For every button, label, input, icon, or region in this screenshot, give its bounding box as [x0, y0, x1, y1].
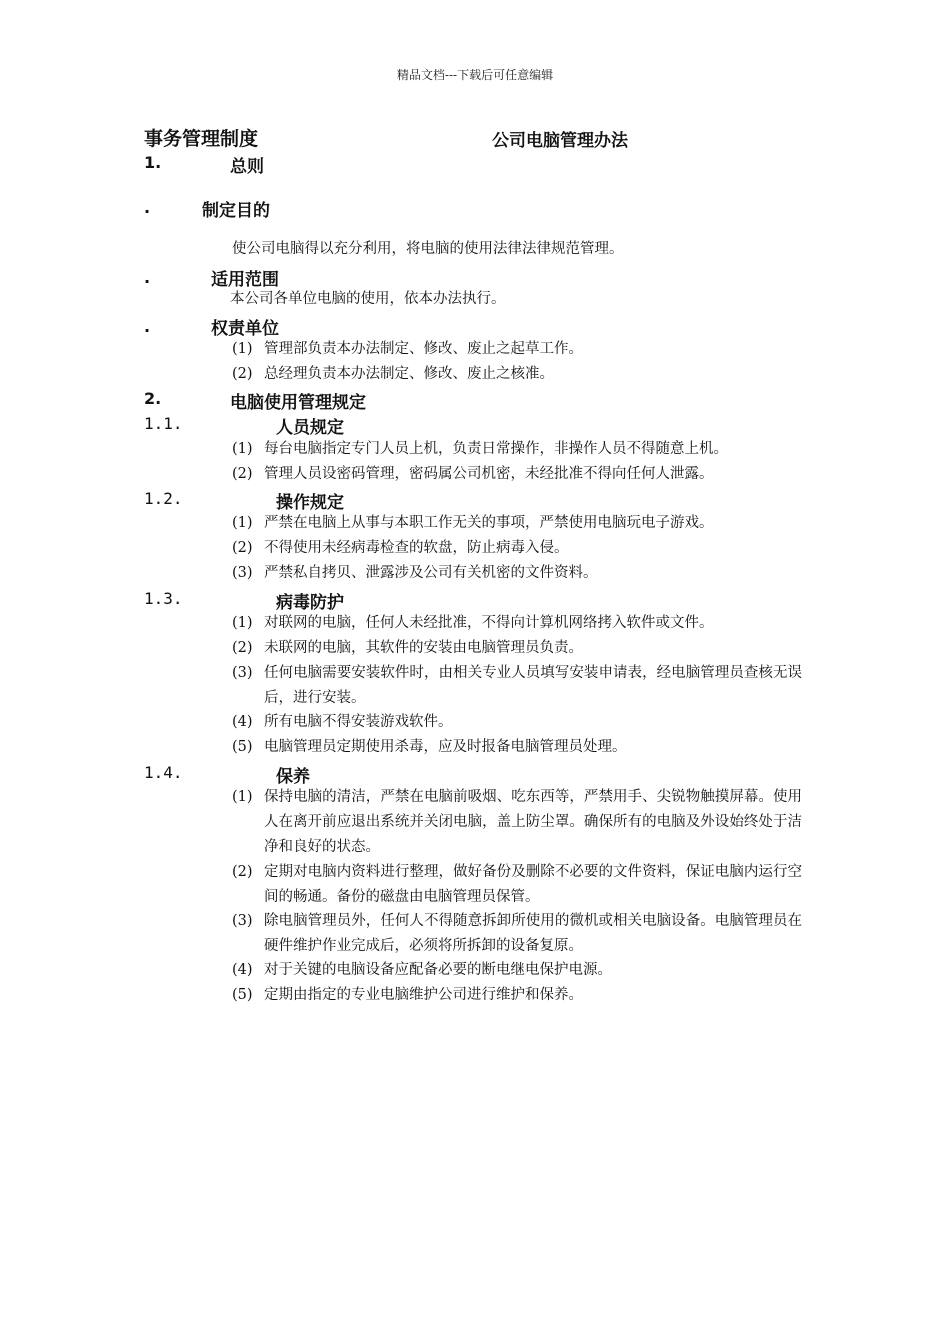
document-title: 公司电脑管理办法 [492, 131, 628, 151]
list-item-text: 严禁私自拷贝、泄露涉及公司有关机密的文件资料。 [264, 565, 598, 581]
list-item-text: 严禁在电脑上从事与本职工作无关的事项，严禁使用电脑玩电子游戏。 [264, 515, 714, 531]
list-item [232, 909, 802, 959]
list-item-text: 管理部负责本办法制定、修改、废止之起草工作。 [264, 341, 583, 357]
list-item [232, 561, 802, 586]
document-category-title: 事务管理制度 [144, 128, 259, 150]
list-item [232, 785, 802, 860]
list-marker: (1) [232, 789, 253, 805]
subsection-number: . [144, 317, 151, 336]
list-item-text: 定期对电脑内资料进行整理，做好备份及删除不必要的文件资料，保证电脑内运行空间的畅通。备份的磁盘由电脑管理员保管。 [264, 864, 802, 905]
list-item-text: 每台电脑指定专门人员上机，负责日常操作，非操作人员不得随意上机。 [264, 441, 728, 457]
list-item [232, 362, 802, 387]
list-item [232, 661, 802, 711]
section-heading: 电脑使用管理规定 [230, 393, 366, 413]
subsection-heading: 权责单位 [211, 319, 279, 339]
list-marker: (1) [232, 515, 253, 531]
list-item [232, 958, 802, 983]
list-item [232, 710, 802, 735]
list-item [232, 611, 802, 636]
subsection-heading: 操作规定 [276, 493, 344, 513]
subsection-heading: 制定目的 [202, 201, 270, 221]
section-heading: 总则 [230, 157, 264, 177]
subsection-number: 1.2. [144, 489, 183, 508]
list-marker: (1) [232, 441, 253, 457]
list-item-text: 管理人员设密码管理，密码属公司机密，未经批准不得向任何人泄露。 [264, 466, 714, 482]
subsection-number: . [144, 268, 151, 287]
list-marker: (2) [232, 864, 253, 880]
list-item [232, 462, 802, 487]
list-item-text: 不得使用未经病毒检查的软盘，防止病毒入侵。 [264, 540, 569, 556]
list-marker: (5) [232, 739, 253, 755]
list-item-text: 对联网的电脑，任何人未经批准，不得向计算机网络拷入软件或文件。 [264, 615, 714, 631]
list-item [232, 511, 802, 536]
list-marker: (2) [232, 540, 253, 556]
list-item [232, 636, 802, 661]
paragraph: 本公司各单位电脑的使用，依本办法执行。 [230, 291, 506, 307]
list-item [232, 860, 802, 910]
paragraph: 使公司电脑得以充分利用，将电脑的使用法律法律规范管理。 [232, 241, 624, 257]
subsection-number: . [144, 198, 151, 217]
list-item-text: 所有电脑不得安装游戏软件。 [264, 714, 453, 730]
list-marker: (4) [232, 714, 253, 730]
list-item-text: 保持电脑的清洁，严禁在电脑前吸烟、吃东西等，严禁用手、尖锐物触摸屏幕。使用人在离开前应退出系统并关闭电脑，盖上防尘罩。确保所有的电脑及外设始终处于洁净和良好的状态。 [264, 789, 802, 855]
list-item-text: 电脑管理员定期使用杀毒，应及时报备电脑管理员处理。 [264, 739, 627, 755]
list-item [232, 437, 802, 462]
list-item-text: 除电脑管理员外，任何人不得随意拆卸所使用的微机或相关电脑设备。电脑管理员在硬件维护作业完成后，必须将所拆卸的设备复原。 [264, 913, 802, 954]
list-item [232, 735, 802, 760]
list-item-text: 任何电脑需要安装软件时，由相关专业人员填写安装申请表，经电脑管理员查核无误后，进行安装。 [264, 665, 802, 706]
subsection-number: 1.3. [144, 589, 183, 608]
list-marker: (4) [232, 962, 253, 978]
list-marker: (3) [232, 913, 253, 929]
subsection-heading: 适用范围 [211, 270, 279, 290]
subsection-number: 1.1. [144, 414, 183, 433]
list-marker: (1) [232, 615, 253, 631]
list-marker: (2) [232, 366, 253, 382]
list-item-text: 未联网的电脑，其软件的安装由电脑管理员负责。 [264, 640, 583, 656]
list-marker: (5) [232, 987, 253, 1003]
watermark-text: 精品文档---下载后可任意编辑 [396, 68, 554, 82]
subsection-heading: 保养 [276, 767, 310, 787]
section-number: 2. [144, 389, 162, 408]
list-item-text: 对于关键的电脑设备应配备必要的断电继电保护电源。 [264, 962, 612, 978]
list-item [232, 536, 802, 561]
list-item-text: 总经理负责本办法制定、修改、废止之核准。 [264, 366, 554, 382]
list-item-text: 定期由指定的专业电脑维护公司进行维护和保养。 [264, 987, 583, 1003]
list-item [232, 983, 802, 1008]
list-marker: (3) [232, 565, 253, 581]
subsection-heading: 人员规定 [276, 418, 344, 438]
subsection-heading: 病毒防护 [276, 593, 344, 613]
list-marker: (2) [232, 466, 253, 482]
list-marker: (1) [232, 341, 253, 357]
subsection-number: 1.4. [144, 763, 183, 782]
list-marker: (2) [232, 640, 253, 656]
list-marker: (3) [232, 665, 253, 681]
list-item [232, 337, 802, 362]
section-number: 1. [144, 153, 162, 172]
